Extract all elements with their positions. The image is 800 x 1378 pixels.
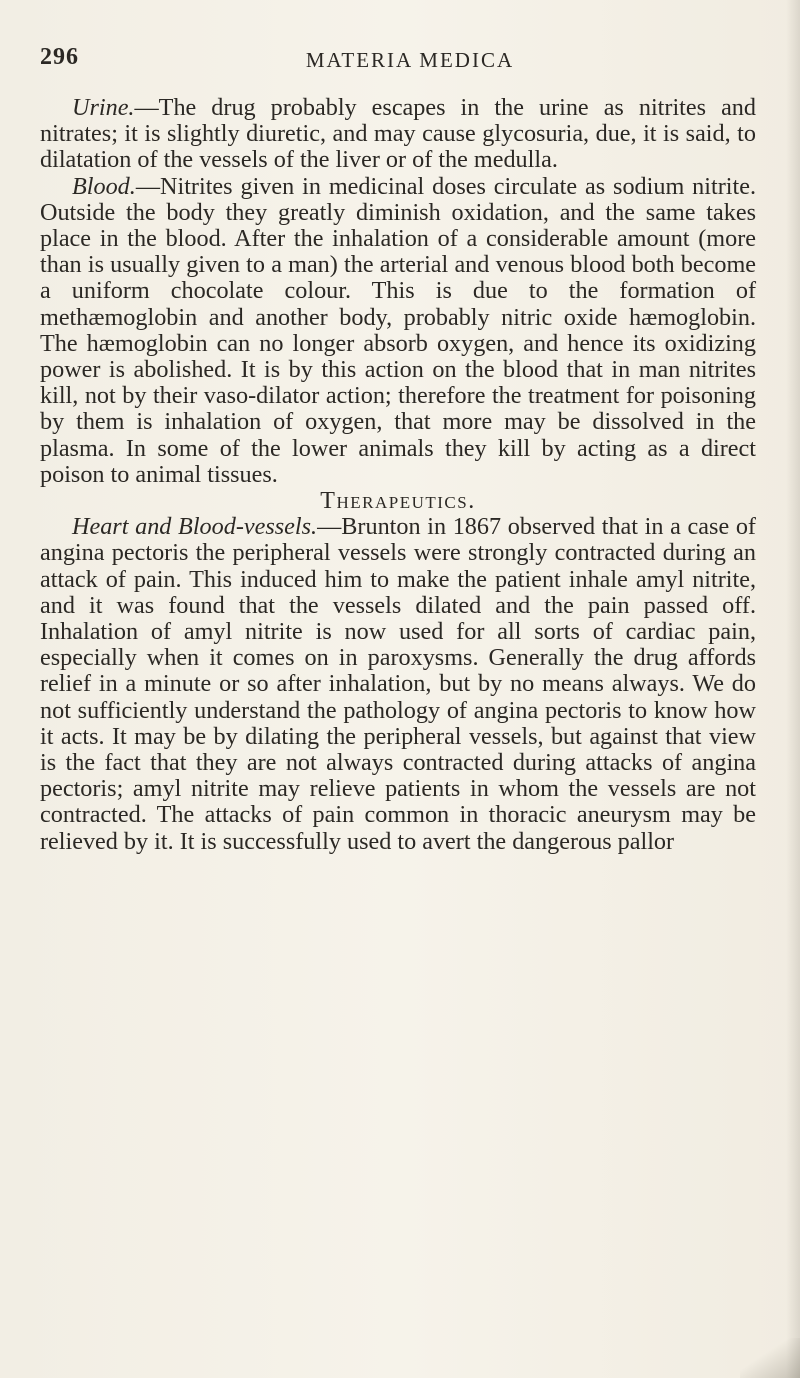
paragraph-urine: [40, 95, 756, 174]
paragraph-lead: Heart and Blood-vessels.: [72, 513, 318, 541]
paragraph-blood: [40, 174, 756, 488]
paragraph-heart: [40, 514, 756, 855]
paragraph-text: —The drug probably escapes in the urine as nitrites and nitrates; it is slightly diuretic, and may cause glycosuria, due, it is said, to dilatation of the vessels of the liver or of the medulla.: [40, 94, 756, 174]
paragraph-lead: Blood.: [72, 172, 136, 200]
body-text: [40, 95, 756, 855]
paragraph-text: —Brunton in 1867 observed that in a case of angina pectoris the peripheral vessels were strongly contracted during an attack of pain. This induced him to make the patient inhale amyl nitrite, and it was found that the vessels dilated and the pain passed off. Inhalation of amyl nitrite is now used for all sorts of cardiac pain, especially when it comes on in paroxysms. Generally the drug affords relief in a minute or so after inhalation, but by no means always. We do not sufficiently understand the pathology of angina pectoris to know how it acts. It may be by dilating the peripheral vessels, but against that view is the fact that they are not always contracted during attacks of angina pectoris; amyl nitrite may relieve patients in whom the vessels are not contracted. The attacks of pain common in thoracic aneurysm may be relieved by it. It is successfully used to avert the dangerous pallor: [40, 513, 756, 855]
page-number: 296: [40, 44, 79, 70]
paragraph-text: —Nitrites given in medicinal doses circulate as sodium nitrite. Outside the body they greatly diminish oxidation, and the same takes place in the blood. After the inhalation of a considerable amount (more than is usually given to a man) the arterial and venous blood both become a uniform chocolate colour. This is due to the formation of methæmoglobin and another body, probably nitric oxide hæmoglobin. The hæmoglobin can no longer absorb oxygen, and hence its oxidizing power is abolished. It is by this action on the blood that in man nitrites kill, not by their vaso-dilator action; therefore the treatment for poisoning by them is inhalation of oxygen, that more may be dissolved in the plasma. In some of the lower animals they kill by acting as a direct poison to animal tissues.: [40, 172, 756, 488]
page-header: [40, 44, 770, 78]
running-head: MATERIA MEDICA: [305, 48, 515, 72]
page-corner-shadow: [740, 1338, 800, 1378]
paragraph-lead: Urine.: [72, 94, 135, 121]
page-edge-shadow: [786, 0, 800, 1378]
section-heading: Therapeutics.: [320, 488, 476, 515]
